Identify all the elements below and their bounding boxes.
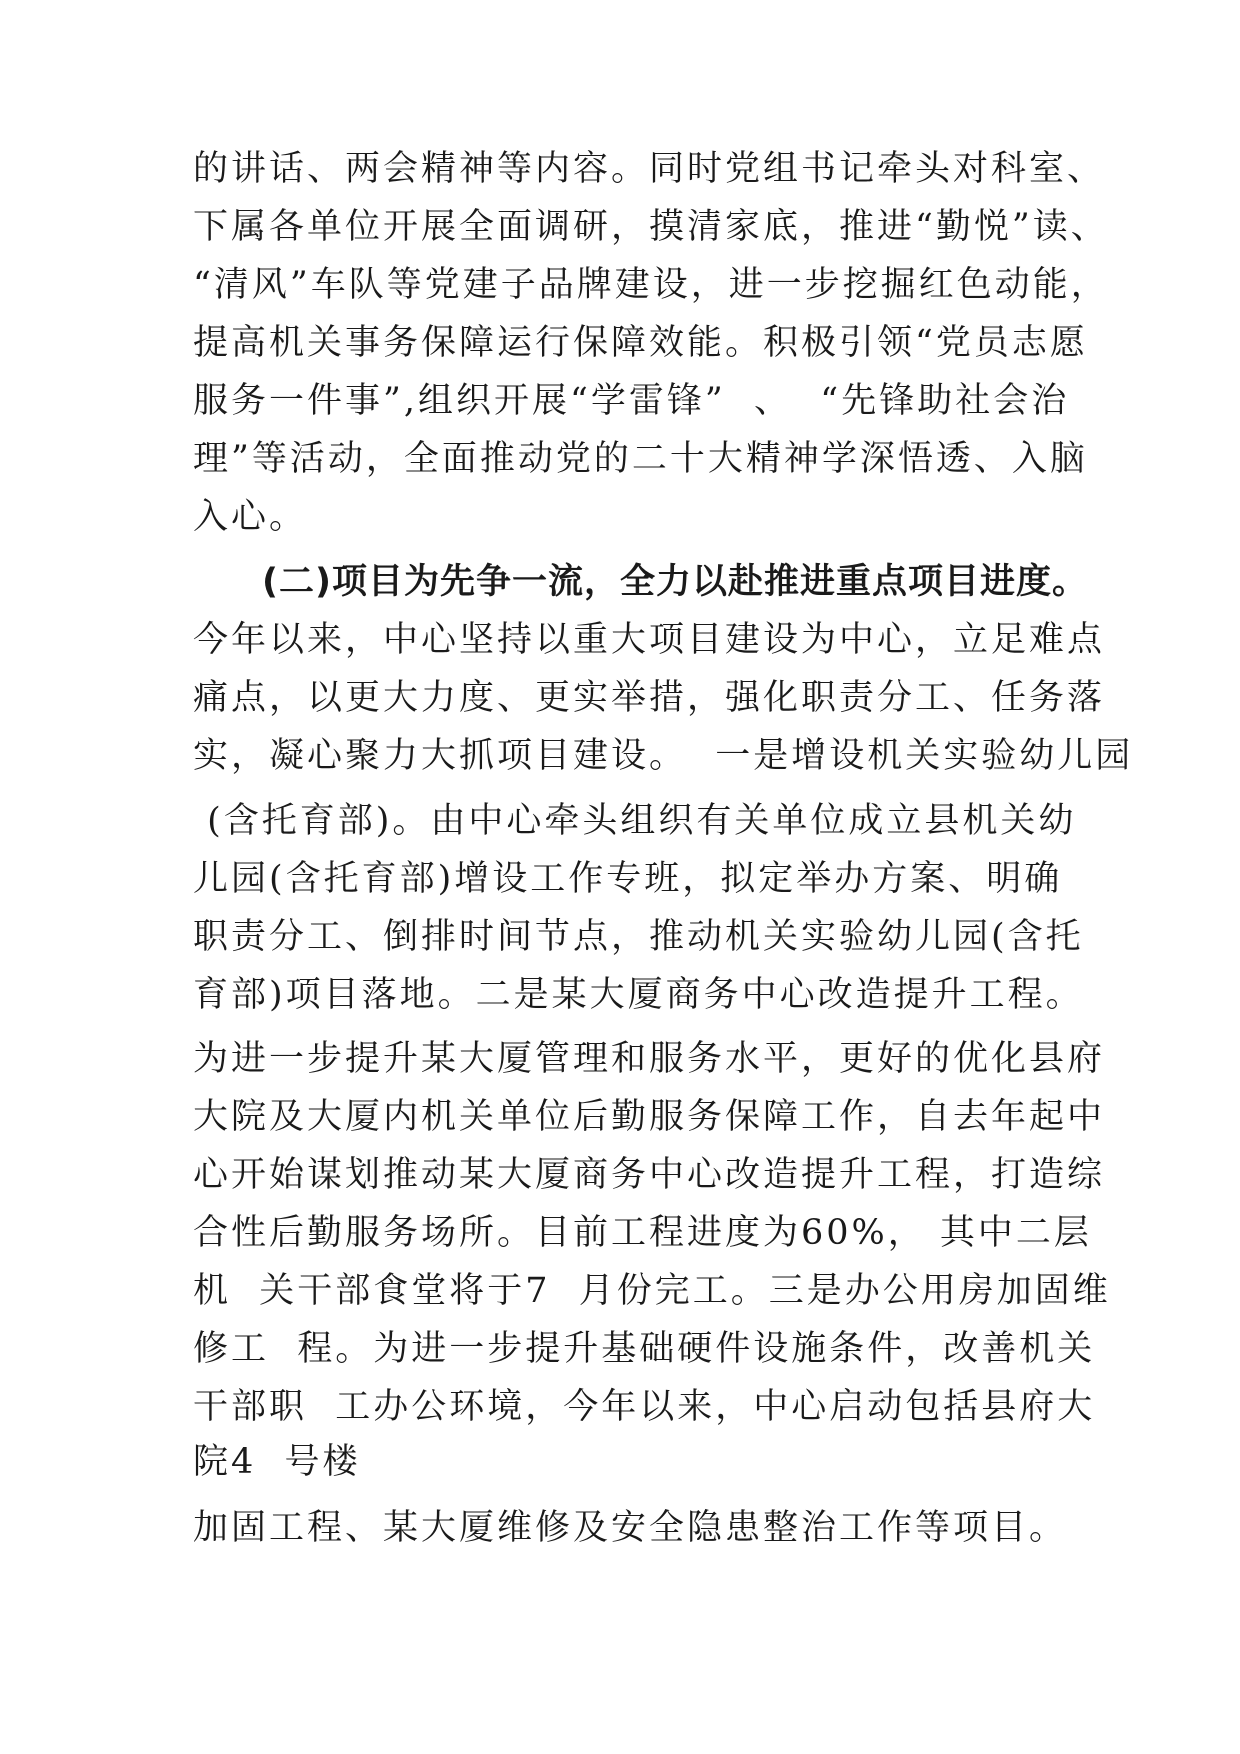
paragraph-2-line-14: 干部职 工办公环境，今年以来，中心启动包括县府大	[193, 1387, 1096, 1427]
paragraph-2-line-15: 院4 号楼	[193, 1442, 361, 1482]
paragraph-1-line-5: 服务一件事”,组织开展“学雷锋” 、 “先锋助社会治	[193, 381, 1070, 421]
paragraph-1-line-4: 提高机关事务保障运行保障效能。积极引领“党员志愿	[193, 323, 1088, 363]
paragraph-2-line-3: 实，凝心聚力大抓项目建设。 一是增设机关实验幼儿园	[193, 736, 1134, 776]
paragraph-1-line-2: 下属各单位开展全面调研，摸清家底，推进“勤悦”读、	[193, 207, 1109, 247]
section-heading: (二)项目为先争一流，全力以赴推进重点项目进度。	[262, 562, 1088, 602]
paragraph-2-line-11: 合性后勤服务场所。目前工程进度为60%， 其中二层	[193, 1213, 1092, 1253]
paragraph-2-line-9: 大院及大厦内机关单位后勤服务保障工作，自去年起中	[193, 1097, 1106, 1137]
paragraph-2-line-13: 修工 程。为进一步提升基础硬件设施条件，改善机关	[193, 1329, 1096, 1369]
paragraph-2-line-10: 心开始谋划推动某大厦商务中心改造提升工程，打造综	[193, 1155, 1106, 1195]
paragraph-2-line-12: 机 关干部食堂将于7 月份完工。三是办公用房加固维	[193, 1271, 1111, 1311]
paragraph-2-line-1: 今年以来，中心坚持以重大项目建设为中心，立足难点	[193, 620, 1106, 660]
paragraph-1-line-3: “清风”车队等党建子品牌建设，进一步挖掘红色动能，	[193, 265, 1109, 305]
paragraph-2-line-16: 加固工程、某大厦维修及安全隐患整治工作等项目。	[193, 1508, 1068, 1548]
paragraph-2-line-2: 痛点，以更大力度、更实举措，强化职责分工、任务落	[193, 678, 1106, 718]
paragraph-2-line-6: 职责分工、倒排时间节点，推动机关实验幼儿园(含托	[193, 917, 1084, 957]
paragraph-2-line-8: 为进一步提升某大厦管理和服务水平，更好的优化县府	[193, 1039, 1106, 1079]
paragraph-1-line-1: 的讲话、两会精神等内容。同时党组书记牵头对科室、	[193, 149, 1106, 189]
paragraph-2-line-5: 儿园(含托育部)增设工作专班，拟定举办方案、明确	[193, 859, 1063, 899]
paragraph-1-line-6: 理”等活动，全面推动党的二十大精神学深悟透、入脑	[193, 439, 1088, 479]
paragraph-2-line-4: (含托育部)。由中心牵头组织有关单位成立县机关幼	[193, 801, 1077, 841]
paragraph-2-line-7: 育部)项目落地。二是某大厦商务中心改造提升工程。	[193, 975, 1084, 1015]
paragraph-1-line-7: 入心。	[193, 497, 308, 537]
